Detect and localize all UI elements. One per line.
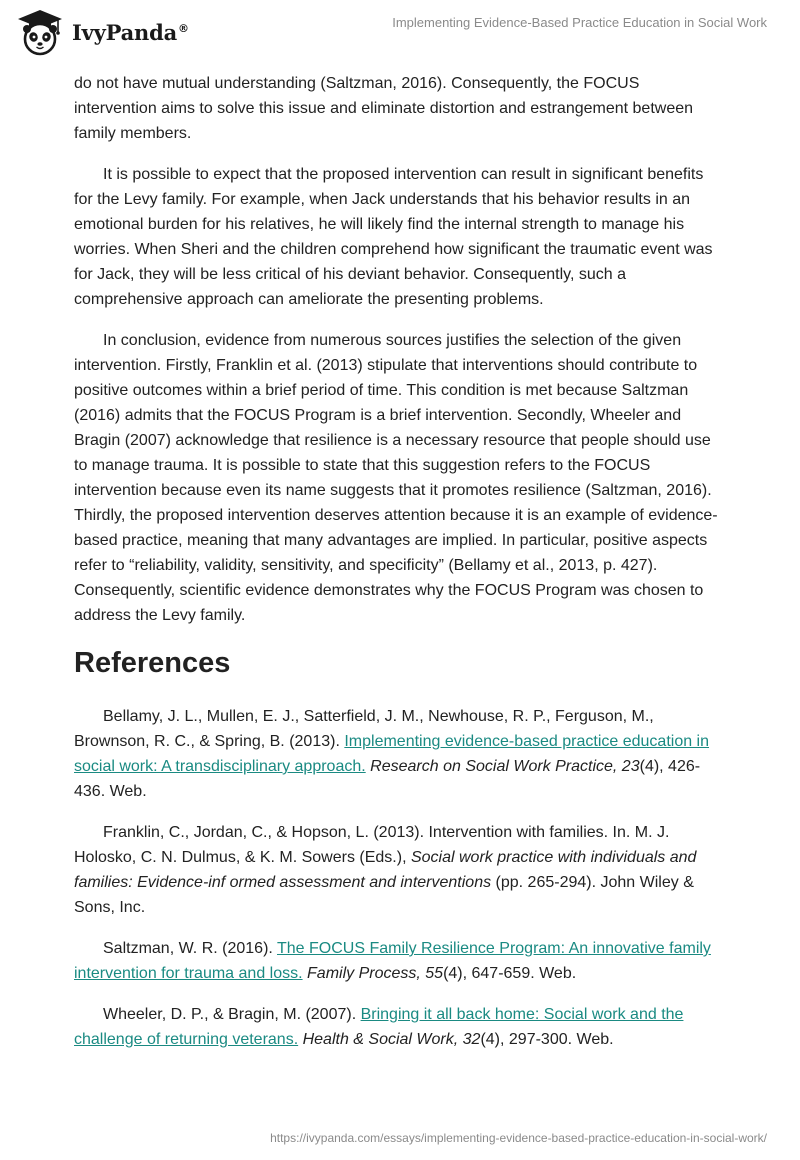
reference-link-saltzman[interactable]: The FOCUS Family Resilience Program: An innovative family intervention for trauma and loss.: [74, 940, 711, 982]
brand-name: IvyPanda®: [72, 19, 189, 45]
reference-link-bellamy[interactable]: Implementing evidence-based practice education in social work: A transdisciplinary approach.: [74, 733, 710, 775]
body-paragraph-3: In conclusion, evidence from numerous sources justifies the selection of the given intervention. Firstly, Franklin et al. (2013) stipulate that interventions should contribute to positive outcomes within a brief period of time. This condition is met because Saltzman (2016) admits that the FOCUS Program is a brief intervention. Secondly, Wheeler and Bragin (2007) acknowledge that resilience is a necessary resource that people should use to manage trauma. It is possible to state that this suggestion refers to the FOCUS intervention because even its name suggests that it promotes resilience (Saltzman, 2016). Thirdly, the proposed intervention deserves attention because it is an example of evidence-based practice, meaning that many advantages are implied. In particular, positive aspects refer to “reliability, validity, sensitivity, and specificity” (Bellamy et al., 2013, p. 427). Consequently, scientific evidence demonstrates why the FOCUS Program was chosen to address the Levy family.: [74, 332, 718, 624]
reference-item-saltzman: Saltzman, W. R. (2016). The FOCUS Family Resilience Program: An innovative family intervention for trauma and loss. Family Process, 55(4), 647-659. Web.: [74, 940, 711, 982]
essay-content: [74, 71, 726, 1068]
body-paragraph-2: It is possible to expect that the proposed intervention can result in significant benefits for the Levy family. For example, when Jack understands that his behavior results in an emotional burden for his relatives, he will likely find the internal strength to manage his worries. When Sheri and the children comprehend how significant the traumatic event was for Jack, they will be less critical of his deviant behavior. Consequently, such a comprehensive approach can ameliorate the presenting problems.: [74, 166, 713, 308]
reference-item-franklin: Franklin, C., Jordan, C., & Hopson, L. (2013). Intervention with families. In. M. J. Holosko, C. N. Dulmus, & K. M. Sowers (Eds.), Social work practice with individuals and families: Evidence-inf ormed assessment and interventions (pp. 265-294). John Wiley & Sons, Inc.: [74, 824, 697, 916]
references-heading: References: [74, 647, 231, 679]
reference-link-wheeler[interactable]: Bringing it all back home: Social work and the challenge of returning veterans.: [74, 1006, 684, 1048]
body-paragraph-1: do not have mutual understanding (Saltzman, 2016). Consequently, the FOCUS intervention aims to solve this issue and eliminate distortion and estrangement between family members.: [74, 75, 694, 142]
reference-item-bellamy: Bellamy, J. L., Mullen, E. J., Satterfield, J. M., Newhouse, R. P., Ferguson, M., Brownson, R. C., & Spring, B. (2013). Implementing evidence-based practice education in social work: A transdisciplinary approach. Research on Social Work Practice, 23(4), 426-436. Web.: [74, 708, 710, 800]
panda-graduate-icon: [14, 8, 66, 56]
footer-source-url[interactable]: https://ivypanda.com/essays/implementing-evidence-based-practice-education-in-social-work/: [270, 1131, 767, 1145]
document-title: Implementing Evidence-Based Practice Education in Social Work: [392, 15, 767, 30]
reference-item-wheeler: Wheeler, D. P., & Bragin, M. (2007). Bringing it all back home: Social work and the challenge of returning veterans. Health & Social Work, 32(4), 297-300. Web.: [74, 1006, 684, 1048]
brand-logo[interactable]: [14, 8, 189, 56]
page-header: [0, 0, 800, 60]
